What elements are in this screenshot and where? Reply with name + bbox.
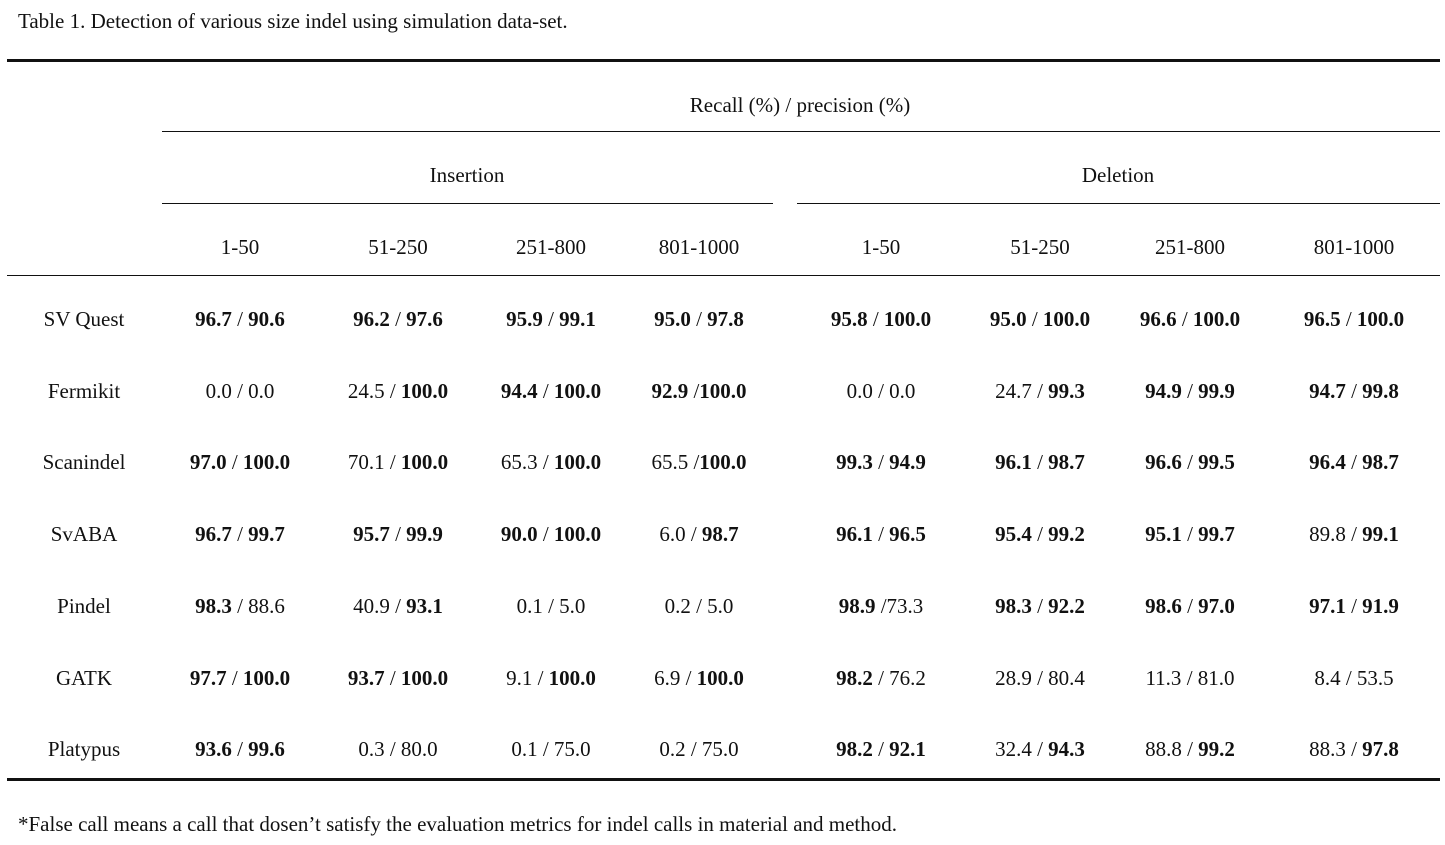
table-cell	[659, 736, 738, 762]
table-cell	[1304, 306, 1404, 332]
value-separator: /	[685, 522, 702, 546]
precision-value: 81.0	[1197, 666, 1235, 690]
table-cell	[358, 736, 437, 762]
recall-value: 96.6	[1139, 307, 1177, 331]
table-cell	[1145, 665, 1234, 691]
value-separator: /	[872, 522, 890, 546]
value-separator: /	[1181, 522, 1199, 546]
precision-value: 100.0	[242, 666, 291, 690]
value-separator: /	[226, 450, 243, 474]
precision-value: 97.8	[1362, 737, 1399, 761]
recall-value: 0.0	[205, 379, 232, 403]
recall-value: 98.2	[836, 737, 873, 761]
table-cell	[1314, 665, 1393, 691]
precision-value: 97.8	[707, 307, 744, 331]
recall-value: 96.4	[1309, 450, 1346, 474]
value-separator: /	[532, 666, 549, 690]
recall-value: 95.8	[830, 307, 868, 331]
table-cell	[1309, 521, 1399, 547]
value-separator: /	[690, 307, 708, 331]
recall-value: 98.9	[838, 594, 876, 618]
precision-value: 99.7	[248, 522, 285, 546]
value-separator: /	[1345, 450, 1363, 474]
precision-value: 98.7	[1362, 450, 1399, 474]
deletion-header: Deletion	[1081, 163, 1155, 187]
precision-value: 100.0	[553, 379, 602, 403]
precision-value: 97.6	[406, 307, 443, 331]
recall-value: 9.1	[506, 666, 533, 690]
group-header: Recall (%) / precision (%)	[689, 93, 911, 117]
value-separator: /	[231, 307, 249, 331]
recall-value: 98.3	[195, 594, 232, 618]
table-cell	[654, 306, 744, 332]
value-separator: /	[1031, 522, 1049, 546]
precision-value: 73.3	[886, 594, 924, 618]
value-separator: /	[226, 666, 243, 690]
table-cell	[348, 449, 448, 475]
value-separator: /	[688, 450, 700, 474]
table-cell	[1309, 378, 1399, 404]
precision-value: 100.0	[548, 666, 596, 690]
recall-value: 94.4	[500, 379, 538, 403]
precision-value: 91.9	[1362, 594, 1399, 618]
table-cell	[654, 665, 744, 691]
precision-value: 75.0	[701, 737, 739, 761]
precision-value: 100.0	[1042, 307, 1091, 331]
size-bin-header: 251-800	[1155, 235, 1225, 259]
precision-value: 99.3	[1048, 379, 1085, 403]
precision-value: 88.6	[248, 594, 285, 618]
table-cell	[831, 306, 931, 332]
table-cell	[995, 521, 1085, 547]
recall-value: 96.1	[836, 522, 873, 546]
tool-name: SV Quest	[43, 307, 125, 331]
bottom-rule	[7, 778, 1440, 781]
table-cell	[195, 736, 285, 762]
value-separator: /	[1181, 594, 1199, 618]
value-separator: /	[542, 594, 560, 618]
recall-value: 96.2	[353, 307, 390, 331]
value-separator: /	[384, 666, 401, 690]
precision-value: 99.2	[1048, 522, 1085, 546]
table-footnote: *False call means a call that dosen’t satisfy the evaluation metrics for indel calls in material and method.	[18, 812, 898, 836]
recall-value: 97.1	[1309, 594, 1346, 618]
value-separator: /	[1031, 450, 1049, 474]
tool-name: Fermikit	[47, 379, 121, 403]
insertion-header-rule	[162, 203, 773, 204]
table-cell	[665, 593, 734, 619]
table-cell	[501, 521, 601, 547]
table-cell	[195, 593, 285, 619]
value-separator: /	[872, 450, 890, 474]
table-cell	[506, 665, 596, 691]
tool-name: Pindel	[57, 594, 111, 618]
value-separator: /	[872, 379, 890, 403]
precision-value: 99.9	[1198, 379, 1235, 403]
precision-value: 99.5	[1198, 450, 1235, 474]
tool-name: Platypus	[47, 737, 121, 761]
recall-value: 90.0	[500, 522, 538, 546]
recall-value: 28.9	[995, 666, 1032, 690]
recall-value: 96.6	[1145, 450, 1182, 474]
table-cell	[651, 378, 746, 404]
precision-value: 75.0	[553, 737, 591, 761]
table-cell	[659, 521, 738, 547]
table-cell	[836, 521, 926, 547]
recall-value: 96.7	[195, 522, 232, 546]
precision-value: 99.2	[1198, 737, 1235, 761]
value-separator: /	[537, 522, 554, 546]
value-separator: /	[384, 450, 401, 474]
recall-value: 95.1	[1145, 522, 1182, 546]
precision-value: 100.0	[400, 666, 449, 690]
table-cell	[348, 665, 448, 691]
recall-value: 95.9	[506, 307, 543, 331]
insertion-header: Insertion	[429, 163, 505, 187]
value-separator: /	[384, 737, 401, 761]
precision-value: 100.0	[553, 522, 602, 546]
table-cell	[836, 449, 926, 475]
recall-value: 6.9	[654, 666, 681, 690]
recall-value: 96.5	[1303, 307, 1341, 331]
table-caption: Table 1. Detection of various size indel using simulation data-set.	[18, 9, 568, 33]
table-cell	[836, 665, 926, 691]
value-separator: /	[688, 379, 700, 403]
value-separator: /	[1345, 737, 1363, 761]
precision-value: 5.0	[707, 594, 734, 618]
value-separator: /	[389, 594, 407, 618]
table-cell	[501, 449, 601, 475]
recall-value: 95.0	[989, 307, 1027, 331]
table-cell	[651, 449, 746, 475]
recall-value: 92.9	[651, 379, 689, 403]
precision-value: 100.0	[242, 450, 291, 474]
table-cell	[1145, 593, 1235, 619]
precision-value: 98.7	[701, 522, 739, 546]
table-cell	[995, 665, 1085, 691]
table-cell	[353, 521, 443, 547]
value-separator: /	[1340, 666, 1357, 690]
size-bin-header: 251-800	[516, 235, 586, 259]
recall-value: 70.1	[347, 450, 385, 474]
recall-value: 95.0	[654, 307, 691, 331]
precision-value: 99.6	[248, 737, 285, 761]
recall-value: 97.7	[189, 666, 227, 690]
table-cell	[1145, 736, 1235, 762]
precision-value: 76.2	[889, 666, 926, 690]
value-separator: /	[1176, 307, 1193, 331]
precision-value: 100.0	[1192, 307, 1241, 331]
precision-value: 0.0	[889, 379, 916, 403]
value-separator: /	[680, 666, 697, 690]
precision-value: 100.0	[553, 450, 602, 474]
size-bin-header: 801-1000	[1313, 235, 1395, 259]
precision-value: 92.1	[889, 737, 926, 761]
value-separator: /	[875, 594, 887, 618]
recall-value: 98.3	[995, 594, 1032, 618]
value-separator: /	[389, 307, 407, 331]
table-cell	[839, 593, 924, 619]
recall-value: 98.6	[1145, 594, 1182, 618]
table-cell	[190, 449, 290, 475]
precision-value: 99.1	[1362, 522, 1399, 546]
recall-value: 93.7	[347, 666, 385, 690]
table-cell	[1145, 378, 1235, 404]
table-cell	[995, 593, 1085, 619]
value-separator: /	[231, 522, 249, 546]
precision-value: 100.0	[400, 379, 449, 403]
table-cell	[1140, 306, 1240, 332]
precision-value: 80.0	[400, 737, 438, 761]
table-cell	[353, 593, 443, 619]
value-separator: /	[537, 450, 554, 474]
recall-value: 95.4	[995, 522, 1032, 546]
precision-value: 90.6	[248, 307, 285, 331]
precision-value: 97.0	[1198, 594, 1235, 618]
value-separator: /	[1340, 307, 1357, 331]
table-cell	[1309, 736, 1399, 762]
table-cell	[506, 306, 596, 332]
precision-value: 98.7	[1048, 450, 1085, 474]
precision-value: 99.7	[1198, 522, 1235, 546]
value-separator: /	[685, 737, 702, 761]
table-cell	[195, 521, 285, 547]
tool-name: GATK	[56, 666, 112, 690]
value-separator: /	[231, 379, 249, 403]
value-separator: /	[1181, 379, 1199, 403]
recall-value: 0.2	[664, 594, 691, 618]
recall-value: 24.5	[347, 379, 385, 403]
precision-value: 100.0	[400, 450, 449, 474]
recall-value: 88.8	[1145, 737, 1182, 761]
table-cell	[348, 378, 448, 404]
size-bin-header: 1-50	[861, 235, 901, 259]
value-separator: /	[542, 307, 560, 331]
value-separator: /	[1345, 594, 1363, 618]
table-cell	[1309, 593, 1399, 619]
size-bin-header: 51-250	[368, 235, 428, 259]
table-cell	[1309, 449, 1399, 475]
recall-value: 95.7	[353, 522, 390, 546]
recall-value: 8.4	[1314, 666, 1341, 690]
value-separator: /	[1031, 379, 1049, 403]
precision-value: 99.8	[1362, 379, 1399, 403]
table-cell	[990, 306, 1090, 332]
table-cell	[511, 736, 590, 762]
recall-value: 40.9	[353, 594, 390, 618]
recall-value: 98.2	[836, 666, 873, 690]
table-cell	[995, 449, 1085, 475]
recall-value: 32.4	[995, 737, 1032, 761]
group-header-rule	[162, 131, 1440, 132]
recall-value: 93.6	[195, 737, 232, 761]
column-header-rule	[7, 275, 1440, 276]
recall-value: 0.3	[358, 737, 385, 761]
value-separator: /	[389, 522, 407, 546]
value-separator: /	[231, 594, 249, 618]
value-separator: /	[872, 737, 890, 761]
precision-value: 99.9	[406, 522, 443, 546]
value-separator: /	[1181, 666, 1198, 690]
precision-value: 100.0	[699, 379, 747, 403]
recall-value: 89.8	[1309, 522, 1346, 546]
precision-value: 5.0	[559, 594, 586, 618]
recall-value: 94.9	[1145, 379, 1182, 403]
precision-value: 100.0	[699, 450, 747, 474]
value-separator: /	[1031, 594, 1049, 618]
table-cell	[1145, 521, 1235, 547]
table-cell	[995, 378, 1085, 404]
recall-value: 6.0	[659, 522, 686, 546]
value-separator: /	[1181, 450, 1199, 474]
table-cell	[847, 378, 916, 404]
value-separator: /	[384, 379, 401, 403]
recall-value: 94.7	[1309, 379, 1346, 403]
value-separator: /	[1026, 307, 1043, 331]
recall-value: 99.3	[836, 450, 873, 474]
recall-value: 0.1	[511, 737, 538, 761]
precision-value: 93.1	[406, 594, 443, 618]
tool-name: SvABA	[50, 522, 118, 546]
value-separator: /	[1181, 737, 1199, 761]
value-separator: /	[872, 666, 890, 690]
size-bin-header: 801-1000	[658, 235, 740, 259]
precision-value: 100.0	[1356, 307, 1405, 331]
precision-value: 94.9	[889, 450, 926, 474]
recall-value: 97.0	[189, 450, 227, 474]
table-cell	[1145, 449, 1235, 475]
precision-value: 80.4	[1048, 666, 1085, 690]
table-cell	[206, 378, 275, 404]
value-separator: /	[1031, 666, 1049, 690]
recall-value: 65.3	[500, 450, 538, 474]
table-cell	[501, 378, 601, 404]
precision-value: 94.3	[1048, 737, 1085, 761]
deletion-header-rule	[797, 203, 1440, 204]
recall-value: 0.0	[846, 379, 873, 403]
recall-value: 96.7	[195, 307, 232, 331]
top-rule	[7, 59, 1440, 62]
precision-value: 92.2	[1048, 594, 1085, 618]
recall-value: 24.7	[995, 379, 1032, 403]
value-separator: /	[1345, 522, 1363, 546]
recall-value: 96.1	[995, 450, 1032, 474]
table-cell	[353, 306, 443, 332]
table-cell	[190, 665, 290, 691]
value-separator: /	[537, 379, 554, 403]
precision-value: 99.1	[559, 307, 596, 331]
table-cell	[995, 736, 1085, 762]
value-separator: /	[231, 737, 249, 761]
precision-value: 96.5	[889, 522, 926, 546]
table-cell	[195, 306, 285, 332]
value-separator: /	[867, 307, 884, 331]
recall-value: 0.2	[659, 737, 686, 761]
precision-value: 53.5	[1356, 666, 1394, 690]
size-bin-header: 51-250	[1010, 235, 1070, 259]
value-separator: /	[1345, 379, 1363, 403]
table-cell	[517, 593, 586, 619]
value-separator: /	[690, 594, 708, 618]
precision-value: 0.0	[248, 379, 275, 403]
recall-value: 88.3	[1309, 737, 1346, 761]
size-bin-header: 1-50	[220, 235, 260, 259]
recall-value: 65.5	[651, 450, 689, 474]
tool-name: Scanindel	[42, 450, 126, 474]
recall-value: 0.1	[516, 594, 543, 618]
value-separator: /	[537, 737, 554, 761]
value-separator: /	[1031, 737, 1049, 761]
precision-value: 100.0	[883, 307, 932, 331]
precision-value: 100.0	[696, 666, 744, 690]
recall-value: 11.3	[1145, 666, 1182, 690]
table-cell	[836, 736, 926, 762]
